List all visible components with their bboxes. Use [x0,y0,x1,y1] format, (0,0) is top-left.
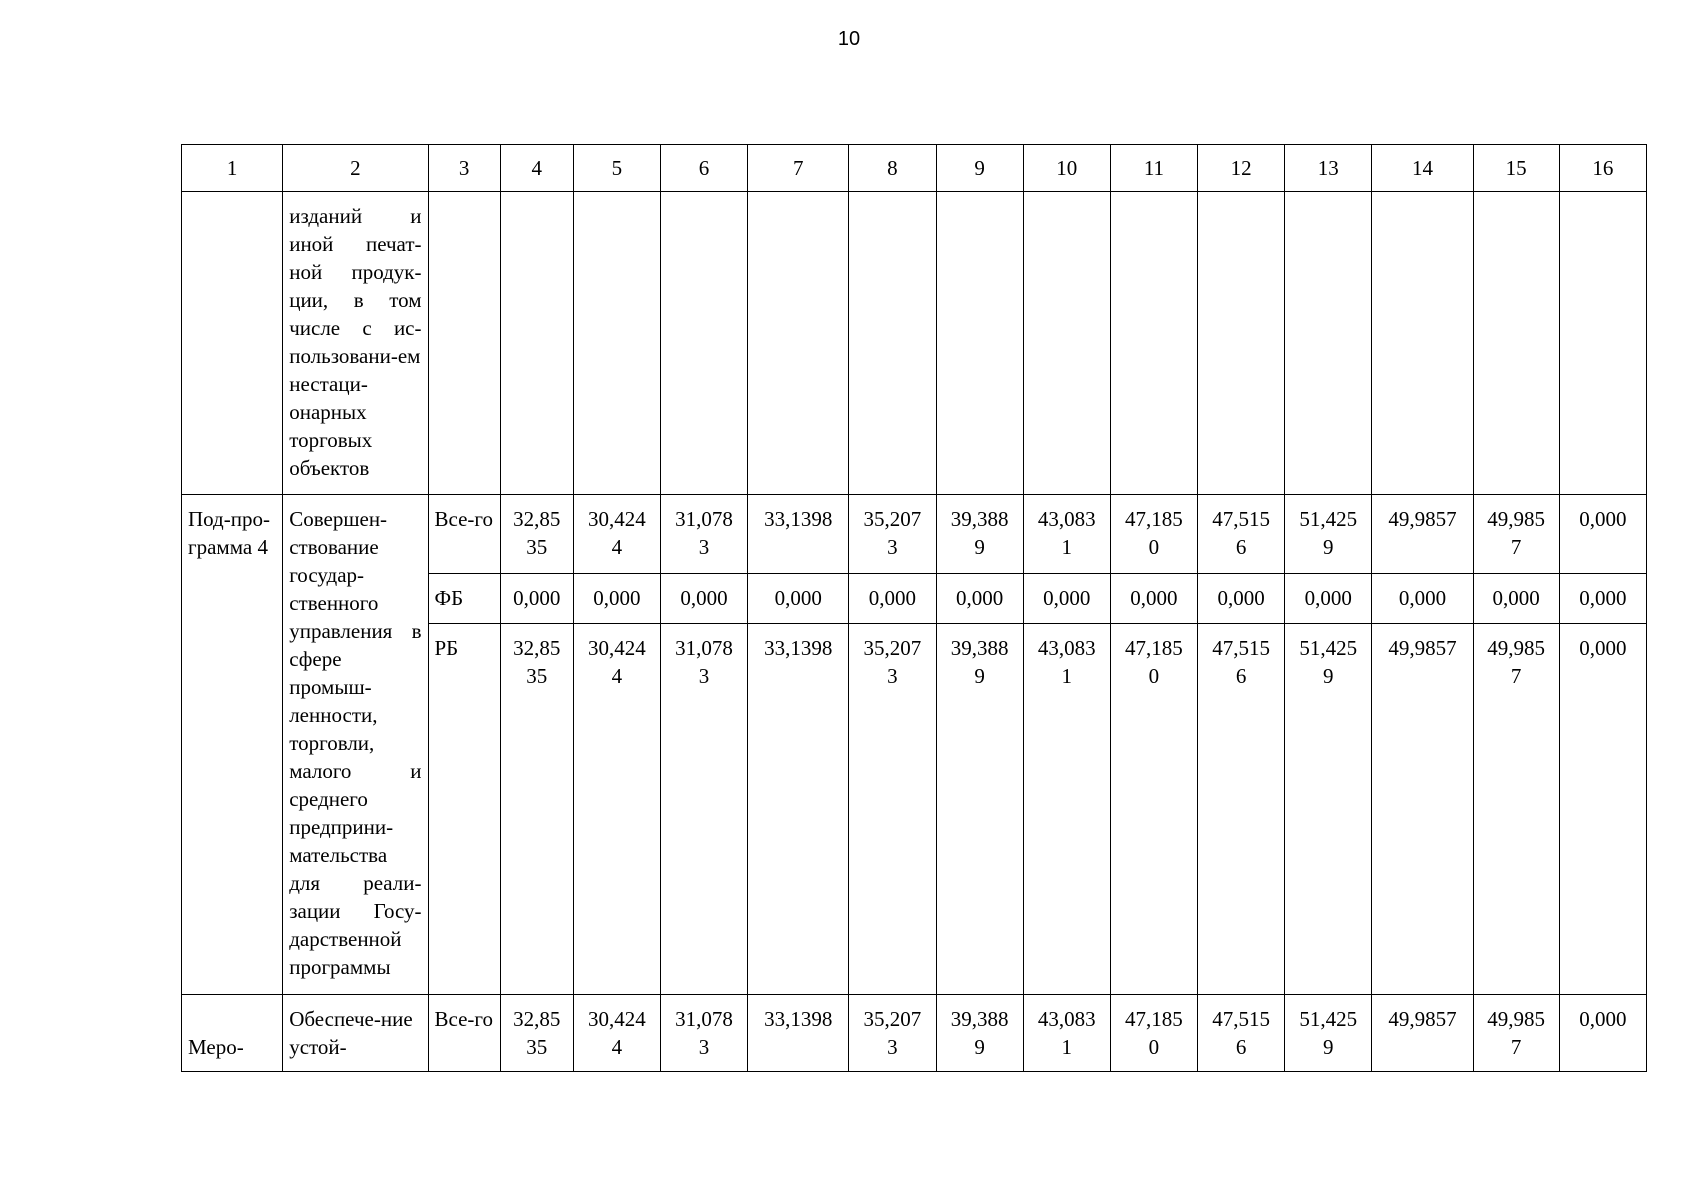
column-header: 10 [1023,145,1110,192]
value-cell: 0,000 [1559,624,1646,995]
table-cell [1023,192,1110,495]
table-cell [500,192,573,495]
value-cell: 51,425 9 [1285,624,1372,995]
funding-source-cell: Все-го [428,495,500,574]
value-cell: 0,000 [849,574,936,624]
value-cell: 30,424 4 [573,495,660,574]
value-cell: 47,185 0 [1110,995,1197,1072]
table-cell [428,192,500,495]
value-cell: 49,985 7 [1473,995,1559,1072]
value-cell: 35,207 3 [849,624,936,995]
measure-name-cell: Обеспече-ние устой- [283,995,428,1072]
column-header: 11 [1110,145,1197,192]
value-cell: 0,000 [1023,574,1110,624]
table-cell [1198,192,1285,495]
table-cell [1285,192,1372,495]
value-cell: 31,078 3 [660,624,747,995]
value-cell: 0,000 [1285,574,1372,624]
value-cell: 43,083 1 [1023,495,1110,574]
value-cell: 49,9857 [1372,624,1473,995]
value-cell: 33,1398 [748,624,849,995]
value-cell: 39,388 9 [936,995,1023,1072]
table-cell [573,192,660,495]
value-cell: 0,000 [936,574,1023,624]
table-cell [660,192,747,495]
value-cell: 0,000 [1198,574,1285,624]
funding-source-cell: ФБ [428,574,500,624]
value-cell: 49,9857 [1372,995,1473,1072]
funding-source-cell: РБ [428,624,500,995]
column-header: 1 [182,145,283,192]
value-cell: 43,083 1 [1023,624,1110,995]
value-cell: 47,515 6 [1198,995,1285,1072]
page-number: 10 [837,28,861,50]
table-cell [849,192,936,495]
value-cell: 0,000 [1372,574,1473,624]
value-cell: 31,078 3 [660,995,747,1072]
value-cell: 49,985 7 [1473,495,1559,574]
continued-description-cell: изданий и иной печат-ной продук-ции, в том числе с ис-пользовани-ем нестаци-онарных торговых объектов [283,192,428,495]
column-header: 9 [936,145,1023,192]
column-header: 3 [428,145,500,192]
value-cell: 32,85 35 [500,495,573,574]
value-cell: 51,425 9 [1285,495,1372,574]
table-cell [936,192,1023,495]
table-cell [1110,192,1197,495]
value-cell: 0,000 [1473,574,1559,624]
subprogram-label-cell: Под-про-грамма 4 [182,495,283,995]
value-cell: 0,000 [573,574,660,624]
column-header: 6 [660,145,747,192]
value-cell: 39,388 9 [936,624,1023,995]
budget-table [181,144,1647,1072]
value-cell: 47,185 0 [1110,495,1197,574]
value-cell: 0,000 [1559,995,1646,1072]
value-cell: 47,515 6 [1198,624,1285,995]
table-cell [1559,192,1646,495]
value-cell: 30,424 4 [573,995,660,1072]
value-cell: 35,207 3 [849,495,936,574]
column-header: 16 [1559,145,1646,192]
value-cell: 49,985 7 [1473,624,1559,995]
value-cell: 0,000 [660,574,747,624]
value-cell: 47,515 6 [1198,495,1285,574]
column-header: 15 [1473,145,1559,192]
value-cell: 35,207 3 [849,995,936,1072]
value-cell: 0,000 [1559,495,1646,574]
table-cell [1372,192,1473,495]
measure-label: Меро- [188,1035,244,1059]
table-cell [748,192,849,495]
value-cell: 0,000 [748,574,849,624]
value-cell: 49,9857 [1372,495,1473,574]
table-row-continued [182,192,1647,495]
table-row-subprogram-total [182,495,1647,574]
value-cell: 32,85 35 [500,995,573,1072]
column-header: 13 [1285,145,1372,192]
value-cell: 47,185 0 [1110,624,1197,995]
value-cell: 0,000 [500,574,573,624]
table-cell [182,192,283,495]
column-header: 8 [849,145,936,192]
value-cell: 0,000 [1559,574,1646,624]
value-cell: 33,1398 [748,995,849,1072]
value-cell: 0,000 [1110,574,1197,624]
column-header: 5 [573,145,660,192]
value-cell: 39,388 9 [936,495,1023,574]
value-cell: 33,1398 [748,495,849,574]
measure-label-cell [182,995,283,1072]
column-header: 7 [748,145,849,192]
column-header: 12 [1198,145,1285,192]
column-header: 4 [500,145,573,192]
table-row-measure [182,995,1647,1072]
value-cell: 51,425 9 [1285,995,1372,1072]
table-cell [1473,192,1559,495]
value-cell: 30,424 4 [573,624,660,995]
value-cell: 43,083 1 [1023,995,1110,1072]
funding-source-cell: Все-го [428,995,500,1072]
value-cell: 32,85 35 [500,624,573,995]
subprogram-name-cell: Совершен-ствование государ-ственного управления в сфере промыш-ленности, торговли, малого и среднего предприни-мательства для реали-зации Госу-дарственной программы [283,495,428,995]
column-header: 2 [283,145,428,192]
table-header-row [182,145,1647,192]
value-cell: 31,078 3 [660,495,747,574]
column-header: 14 [1372,145,1473,192]
